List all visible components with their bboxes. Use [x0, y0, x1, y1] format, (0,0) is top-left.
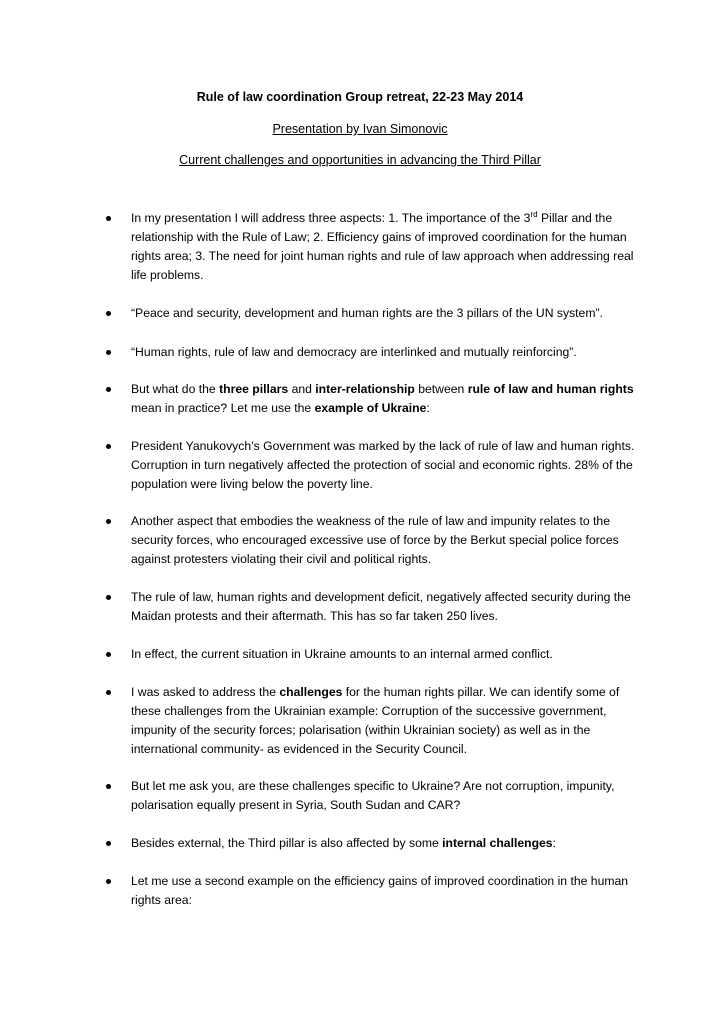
bullet-text: Besides external, the Third pillar is also affected by some [131, 836, 443, 850]
bullet-icon [106, 311, 111, 316]
bold-text: internal challenges [442, 836, 553, 850]
bullet-item-9 [131, 683, 651, 759]
bullet-text: between [414, 382, 468, 396]
presentation-subtitle: Current challenges and opportunities in advancing the Third Pillar [179, 153, 541, 167]
bullet-text: Pillar and the relationship with the Rule of Law; 2. Efficiency gains of improved coordination for the human rights area; 3. The need for joint human rights and rule of law approach when addressing real life problems. [131, 211, 634, 282]
bullet-item-2 [131, 304, 651, 323]
bold-text: example of Ukraine [314, 401, 427, 415]
bullet-item-8 [131, 645, 651, 664]
bullet-item-7 [131, 588, 651, 626]
bullet-item-12 [131, 872, 651, 910]
bullet-text: The rule of law, human rights and development deficit, negatively affected security during the Maidan protests and their aftermath. This has so far taken 250 lives. [131, 590, 631, 623]
bullet-item-1 [131, 209, 651, 285]
superscript-text: rd [530, 209, 538, 219]
bullet-text: : [552, 836, 556, 850]
presenter-line: Presentation by Ivan Simonovic [272, 122, 448, 136]
bullet-icon [106, 350, 111, 355]
bullet-text: In my presentation I will address three aspects: 1. The importance of the 3 [131, 211, 531, 225]
bold-text: rule of law and human rights [467, 382, 634, 396]
bullet-icon [106, 652, 111, 657]
bullet-icon [106, 841, 111, 846]
bullet-item-6 [131, 512, 651, 569]
bold-text: challenges [279, 685, 343, 699]
bullet-icon [106, 690, 111, 695]
bullet-text: In effect, the current situation in Ukraine amounts to an internal armed conflict. [131, 647, 553, 661]
bullet-icon [106, 784, 111, 789]
bullet-item-10 [131, 777, 651, 815]
bullet-icon [106, 444, 111, 449]
bullet-item-4 [131, 380, 651, 418]
bullet-text: “Human rights, rule of law and democracy are interlinked and mutually reinforcing”. [131, 345, 577, 359]
bullet-item-3 [131, 343, 651, 362]
document-title: Rule of law coordination Group retreat, 22-23 May 2014 [196, 90, 524, 104]
bullet-icon [106, 216, 111, 221]
bullet-text: mean in practice? Let me use the [131, 401, 315, 415]
bullet-text: : [426, 401, 430, 415]
bullet-item-5 [131, 437, 651, 494]
bullet-icon [106, 879, 111, 884]
bullet-text: But what do the [131, 382, 220, 396]
bullet-text: President Yanukovych’s Government was marked by the lack of rule of law and human rights. Corruption in turn negatively affected the protection of social and economic rights. 28% of the population were living below the poverty line. [131, 439, 635, 491]
bullet-text: for the human rights pillar. We can identify some of these challenges from the Ukrainian example: Corruption of the successive government, impunity of the security forces; polarisation (within Ukrainian society) as well as in the international community- as evidenced in the Security Council. [131, 685, 620, 756]
bullet-text: But let me ask you, are these challenges specific to Ukraine? Are not corruption, impunity, polarisation equally present in Syria, South Sudan and CAR? [131, 779, 615, 812]
bullet-icon [106, 595, 111, 600]
bold-text: inter-relationship [315, 382, 415, 396]
bullet-item-11 [131, 834, 651, 853]
bullet-icon [106, 387, 111, 392]
bold-text: three pillars [219, 382, 289, 396]
bullet-icon [106, 519, 111, 524]
bullet-text: I was asked to address the [131, 685, 280, 699]
bullet-text: “Peace and security, development and human rights are the 3 pillars of the UN system”. [131, 306, 603, 320]
bullet-text: Let me use a second example on the efficiency gains of improved coordination in the human rights area: [131, 874, 629, 907]
bullet-text: Another aspect that embodies the weakness of the rule of law and impunity relates to the security forces, who encouraged excessive use of force by the Berkut special police forces against protesters violating their civil and political rights. [131, 514, 619, 566]
bullet-text: and [288, 382, 316, 396]
